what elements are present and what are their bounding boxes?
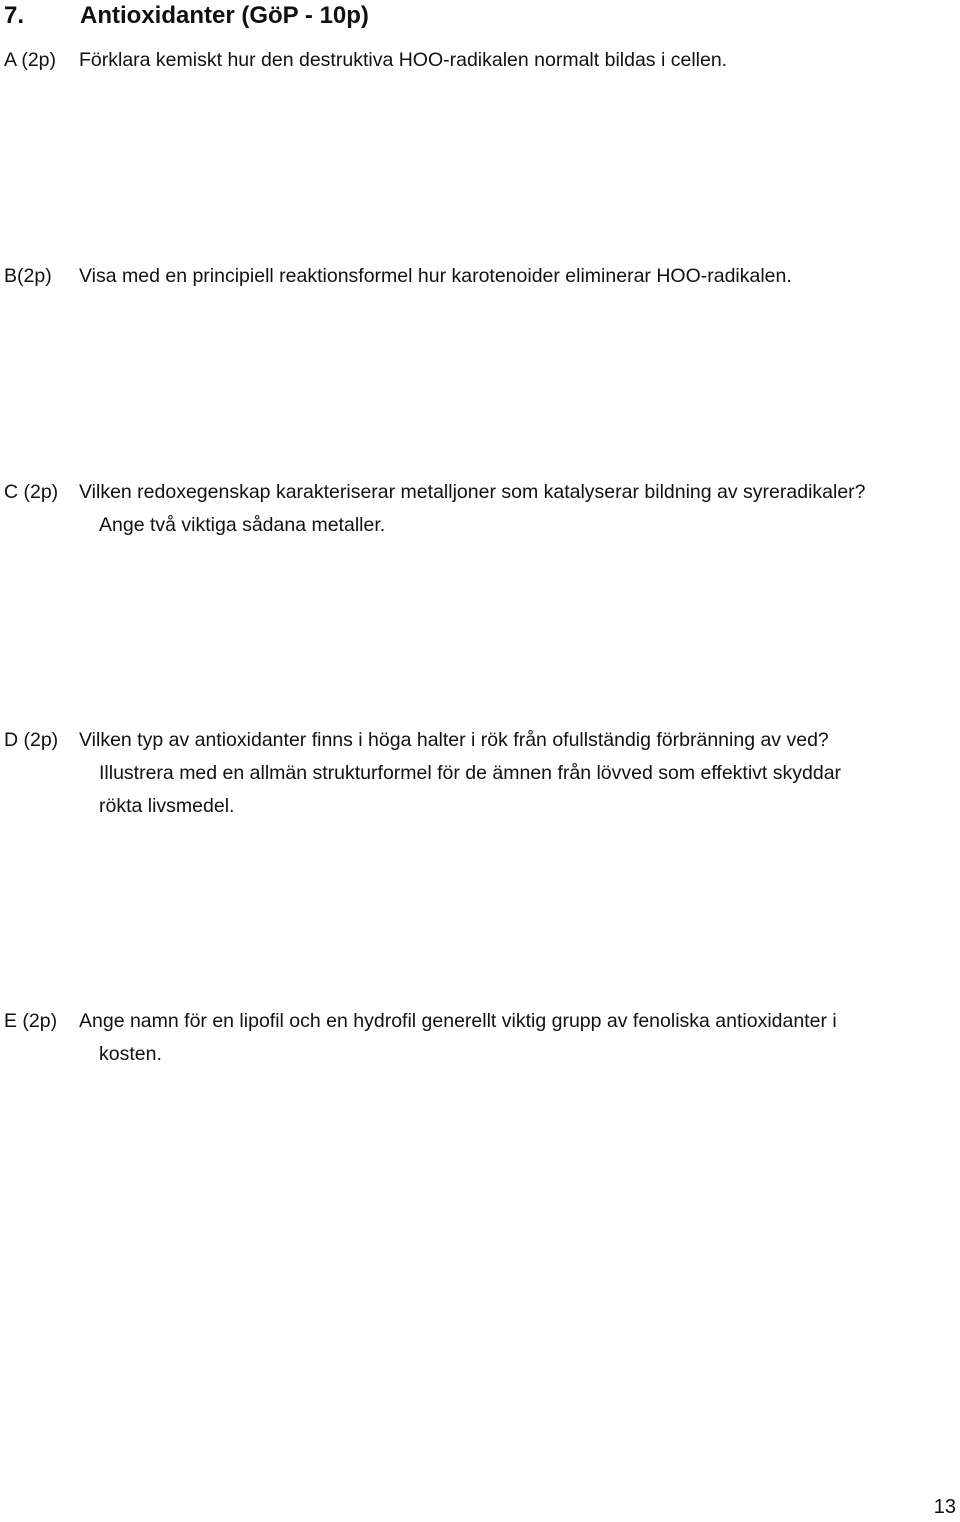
question-text-continued: kosten. (99, 1043, 162, 1065)
question-label: D (2p) (4, 729, 59, 751)
section-number: 7. (4, 2, 25, 29)
question-label: A (2p) (4, 49, 57, 71)
page-number: 13 (933, 1496, 956, 1518)
section-heading (4, 0, 369, 32)
question-text: Visa med en principiell reaktionsformel hur karotenoider eliminerar HOO-radikalen. (79, 265, 792, 287)
question-text: Vilken redoxegenskap karakteriserar metalljoner som katalyserar bildning av syreradikaler? (79, 481, 866, 503)
question-text: Förklara kemiskt hur den destruktiva HOO-radikalen normalt bildas i cellen. (79, 49, 728, 71)
question-text-continued: Illustrera med en allmän strukturformel för de ämnen från lövved som effektivt skyddar (99, 762, 842, 784)
question-label: B(2p) (4, 265, 52, 287)
question-text: Vilken typ av antioxidanter finns i höga halter i rök från ofullständig förbränning av ved? (79, 729, 829, 751)
section-title: Antioxidanter (GöP - 10p) (80, 2, 369, 29)
question-text-continued: Ange två viktiga sådana metaller. (99, 514, 386, 536)
question-label: C (2p) (4, 481, 59, 503)
question-text: Ange namn för en lipofil och en hydrofil generellt viktig grupp av fenoliska antioxidanter i (79, 1010, 837, 1032)
question-text-continued: rökta livsmedel. (99, 795, 235, 817)
question-label: E (2p) (4, 1010, 58, 1032)
